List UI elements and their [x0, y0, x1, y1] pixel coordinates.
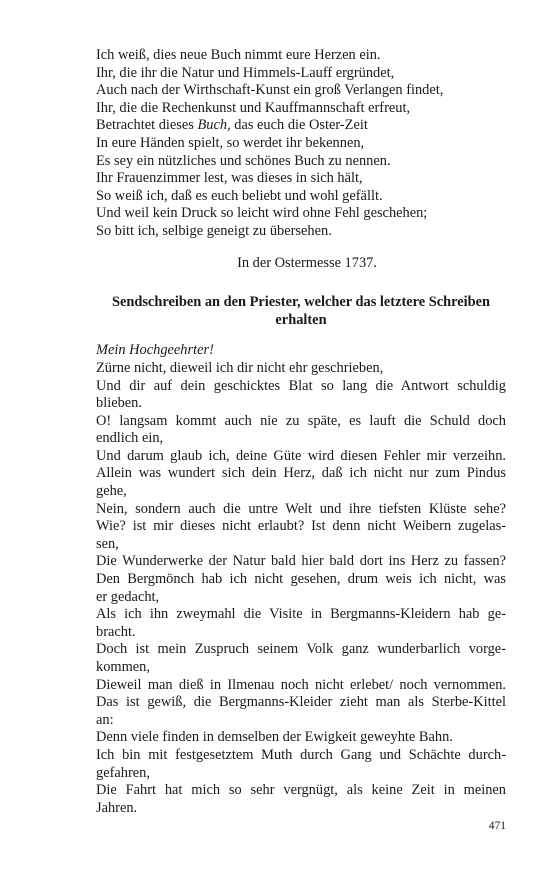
letter-line: kommen,	[96, 659, 150, 675]
poem-line	[96, 117, 506, 135]
letter-line: Ich bin mit festgesetztem Muth durch Gang und Schächte durch-	[96, 746, 506, 763]
letter-line: Jahren.	[96, 799, 138, 816]
page-number: 471	[488, 820, 506, 832]
letter-line: Die Wunderwerke der Natur bald hier bald dort ins Herz zu fassen?	[96, 553, 506, 570]
letter-line: bracht.	[96, 623, 136, 640]
heading-line-2: erhalten	[275, 311, 327, 328]
letter-line: Nein, sondern auch die untre Welt und ihre tiefsten Klüste sehe?	[96, 500, 506, 517]
letter-line: Dieweil man dieß in Ilmenau noch nicht erlebet/ noch vernommen.	[96, 676, 506, 693]
poem-line-italic: Buch,	[197, 117, 231, 134]
letter-line: sen,	[96, 535, 119, 552]
poem-line: So bitt ich, selbige geneigt zu übersehen.	[96, 222, 332, 239]
letter-line: Und darum glaub ich, deine Güte wird diesen Fehler mir verzeihn.	[96, 447, 506, 464]
letter-line: Und dir auf dein geschicktes Blat so lang die Antwort schuldig	[96, 377, 506, 394]
poem-line-part: Betrachtet dieses	[96, 117, 198, 134]
letter-line: Zürne nicht, dieweil ich dir nicht ehr geschrieben,	[96, 359, 384, 376]
salutation: Mein Hochgeehrter!	[96, 342, 214, 359]
letter-line: er gedacht,	[96, 588, 160, 605]
letter-text	[96, 360, 506, 817]
letter-line: O! langsam kommt auch nie zu späte, es lauft die Schuld doch	[96, 412, 506, 429]
poem-line: Auch nach der Wirthschaft-Kunst ein groß Verlangen findet,	[96, 82, 444, 99]
letter-line: gefahren,	[96, 764, 150, 781]
letter-line: endlich ein,	[96, 430, 164, 447]
poem-line: Ihr, die ihr die Natur und Himmels-Lauff ergründet,	[96, 64, 395, 81]
letter-line: Wie? ist mir dieses nicht erlaubt? Ist denn nicht Weibern zugelas-	[96, 518, 506, 535]
letter-line: Den Bergmönch hab ich nicht gesehen, drum weis ich nicht, was	[96, 571, 506, 588]
poem-line-part: das euch die Oster-Zeit	[230, 117, 368, 134]
letter-line: Das ist gewiß, die Bergmanns-Kleider zieht man als Sterbe-Kittel	[96, 694, 506, 711]
poem-stanza	[96, 47, 506, 241]
page-body	[96, 47, 506, 817]
poem-line: In eure Händen spielt, so werdet ihr bekennen,	[96, 134, 365, 151]
section-heading	[96, 294, 506, 329]
poem-line: Es sey ein nützliches und schönes Buch zu nennen.	[96, 152, 391, 169]
heading-line-1: Sendschreiben an den Priester, welcher das letztere Schreiben	[111, 294, 491, 311]
letter-line: gehe,	[96, 483, 127, 500]
letter-line: Als ich ihn zweymahl die Visite in Bergmanns-Kleidern hab ge-	[96, 606, 506, 623]
letter-line: Die Fahrt hat mich so sehr vergnügt, als keine Zeit in meinen	[96, 782, 506, 799]
letter-line: Doch ist mein Zuspruch seinem Volk ganz wunderbarlich vorge-	[96, 641, 506, 658]
poem-line: Und weil kein Druck so leicht wird ohne Fehl geschehen;	[96, 205, 428, 222]
poem-line: Ich weiß, dies neue Buch nimmt eure Herzen ein.	[96, 47, 381, 63]
letter-line: Allein was wundert sich dein Herz, daß ich nicht nur zum Pindus	[96, 465, 506, 482]
letter-line: blieben.	[96, 395, 142, 412]
letter-line: an:	[96, 711, 114, 728]
dateline: In der Ostermesse 1737.	[237, 254, 377, 271]
letter-line: Denn viele finden in demselben der Ewigkeit geweyhte Bahn.	[96, 729, 453, 746]
poem-line: So weiß ich, daß es euch beliebt und wohl gefällt.	[96, 187, 383, 204]
poem-line: Ihr, die die Rechenkunst und Kauffmannschaft erfreut,	[96, 99, 411, 116]
poem-line: Ihr Frauenzimmer lest, was dieses in sich hält,	[96, 170, 363, 187]
